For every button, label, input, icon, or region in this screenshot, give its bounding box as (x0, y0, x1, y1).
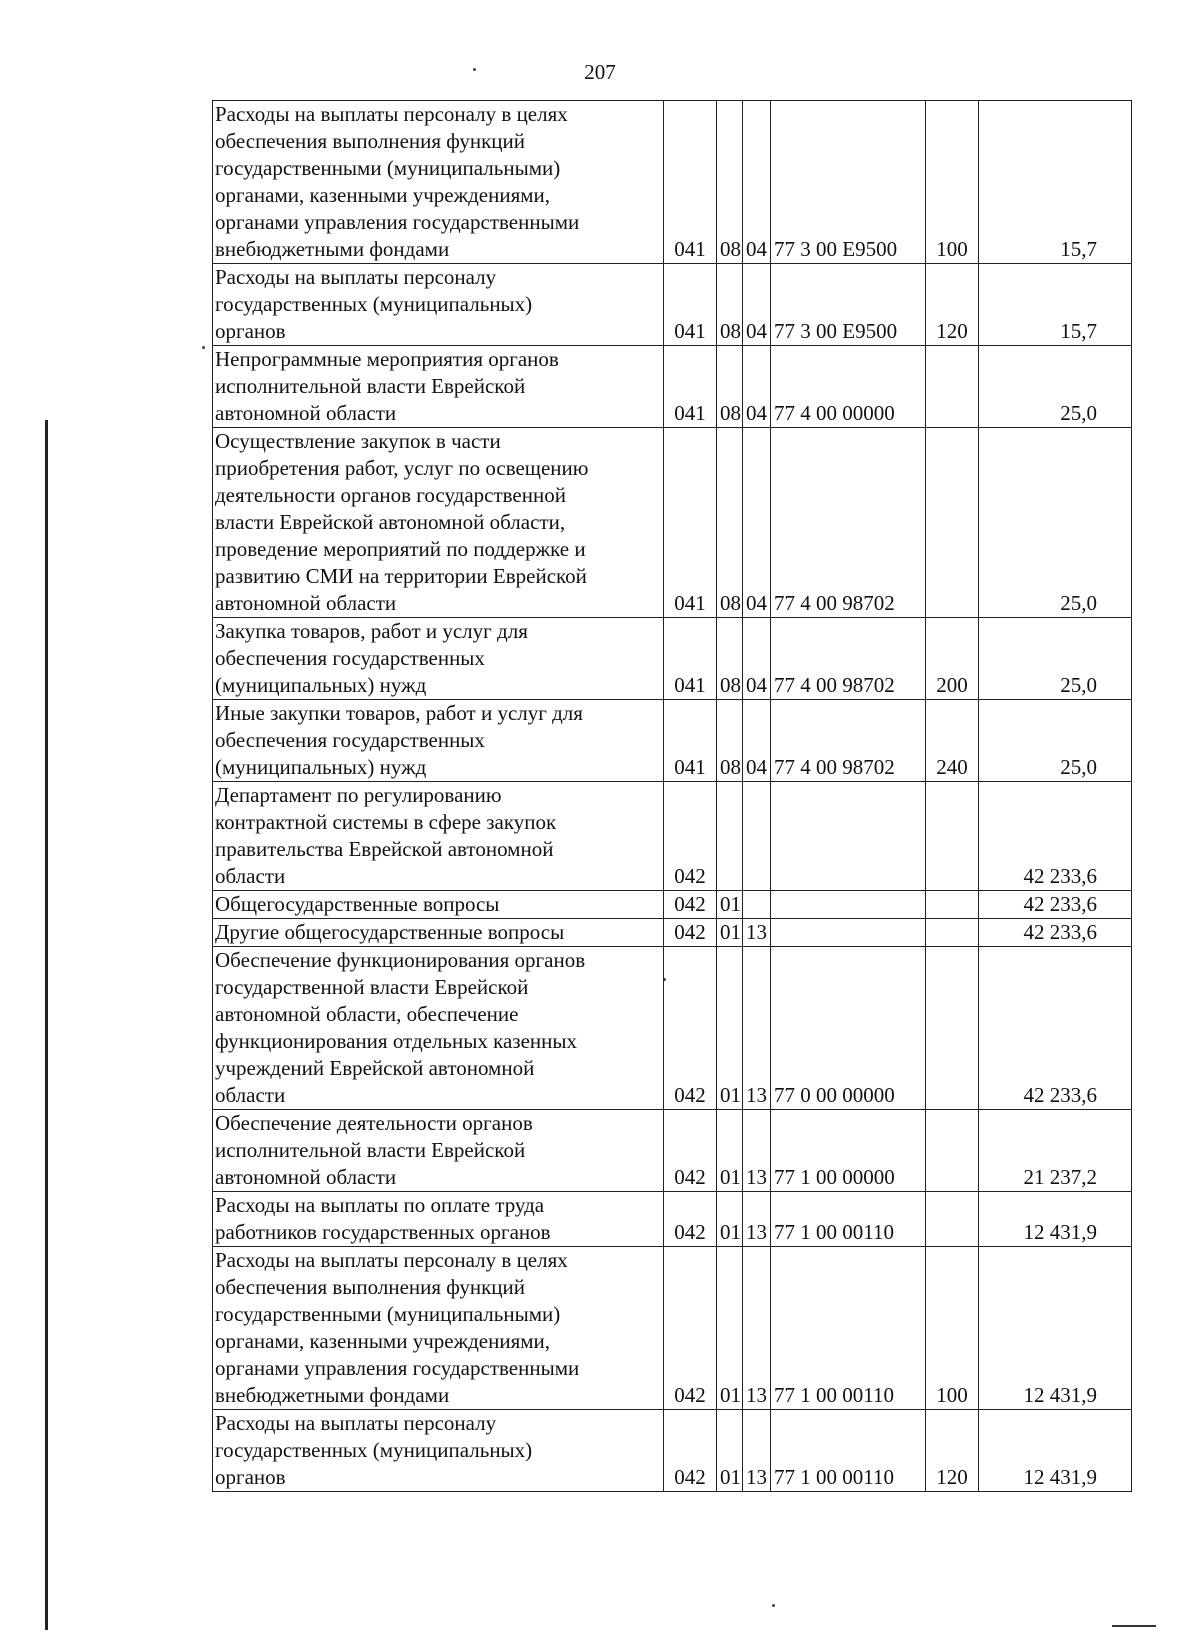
section-code-cell: 01 (717, 1410, 743, 1492)
section-code-cell: 08 (717, 428, 743, 618)
item-name-cell (213, 1247, 664, 1410)
amount-cell: 25,0 (979, 428, 1132, 618)
item-name-line: Расходы на выплаты персоналу в целях (215, 1248, 568, 1272)
target-item-cell: 77 4 00 00000 (771, 346, 926, 428)
amount-cell: 12 431,9 (979, 1192, 1132, 1247)
amount-cell: 25,0 (979, 700, 1132, 782)
item-name-cell (213, 428, 664, 618)
subsection-code-cell: 04 (743, 101, 771, 264)
item-name-cell (213, 700, 664, 782)
table-row (213, 700, 1132, 782)
expense-type-cell (926, 947, 979, 1110)
scan-speck (772, 1604, 775, 1607)
section-code-cell: 01 (717, 1192, 743, 1247)
ministry-code-cell: 042 (664, 1110, 717, 1192)
item-name-line: государственными (муниципальными) (215, 1302, 561, 1326)
section-code-cell: 08 (717, 618, 743, 700)
subsection-code-cell: 04 (743, 700, 771, 782)
item-name-line: Другие общегосударственные вопросы (215, 920, 565, 944)
item-name-line: органами, казенными учреждениями, (215, 183, 551, 207)
table-row (213, 891, 1132, 919)
budget-table (212, 100, 1132, 1492)
item-name-line: исполнительной власти Еврейской (215, 374, 526, 398)
ministry-code-cell: 042 (664, 782, 717, 891)
expense-type-cell (926, 1110, 979, 1192)
subsection-code-cell: 13 (743, 1247, 771, 1410)
subsection-code-cell: 13 (743, 1410, 771, 1492)
margin-rule (45, 420, 48, 1630)
amount-cell: 42 233,6 (979, 947, 1132, 1110)
subsection-code-cell: 04 (743, 618, 771, 700)
subsection-code-cell (743, 782, 771, 891)
target-item-cell (771, 919, 926, 947)
ministry-code-cell: 042 (664, 1192, 717, 1247)
expense-type-cell: 240 (926, 700, 979, 782)
subsection-code-cell: 13 (743, 1192, 771, 1247)
section-code-cell: 01 (717, 947, 743, 1110)
item-name-line: Иные закупки товаров, работ и услуг для (215, 701, 583, 725)
ministry-code-cell: 041 (664, 346, 717, 428)
item-name-line: Обеспечение деятельности органов (215, 1111, 533, 1135)
section-code-cell: 08 (717, 700, 743, 782)
section-code-cell: 01 (717, 1110, 743, 1192)
table-row (213, 947, 1132, 1110)
item-name-line: исполнительной власти Еврейской (215, 1138, 526, 1162)
ministry-code-cell: 042 (664, 1410, 717, 1492)
ministry-code-cell: 042 (664, 891, 717, 919)
item-name-line: правительства Еврейской автономной (215, 837, 554, 861)
item-name-line: Непрограммные мероприятия органов (215, 347, 559, 371)
ministry-code-cell: 042 (664, 947, 717, 1110)
ministry-code-cell: 041 (664, 264, 717, 346)
item-name-line: Закупка товаров, работ и услуг для (215, 619, 528, 643)
footer-dash (1112, 1625, 1156, 1627)
item-name-line: контрактной системы в сфере закупок (215, 810, 557, 834)
item-name-line: области (215, 864, 286, 888)
item-name-cell (213, 947, 664, 1110)
item-name-line: государственной власти Еврейской (215, 975, 529, 999)
item-name-line: органами управления государственными (215, 1356, 580, 1380)
expense-type-cell (926, 1192, 979, 1247)
item-name-line: государственных (муниципальных) (215, 292, 533, 316)
amount-cell: 42 233,6 (979, 891, 1132, 919)
item-name-cell (213, 101, 664, 264)
item-name-line: автономной области (215, 1165, 397, 1189)
table-row (213, 919, 1132, 947)
item-name-line: автономной области (215, 401, 397, 425)
item-name-cell (213, 919, 664, 947)
target-item-cell: 77 1 00 00110 (771, 1192, 926, 1247)
subsection-code-cell: 13 (743, 1110, 771, 1192)
amount-cell: 21 237,2 (979, 1110, 1132, 1192)
item-name-cell (213, 618, 664, 700)
item-name-line: автономной области (215, 591, 397, 615)
expense-type-cell: 100 (926, 101, 979, 264)
item-name-line: органами управления государственными (215, 210, 580, 234)
subsection-code-cell: 04 (743, 264, 771, 346)
item-name-line: области (215, 1083, 286, 1107)
item-name-cell (213, 891, 664, 919)
target-item-cell: 77 4 00 98702 (771, 428, 926, 618)
section-code-cell (717, 782, 743, 891)
expense-type-cell (926, 782, 979, 891)
item-name-line: работников государственных органов (215, 1220, 551, 1244)
table-row (213, 428, 1132, 618)
ministry-code-cell: 041 (664, 700, 717, 782)
table-row (213, 618, 1132, 700)
item-name-line: Общегосударственные вопросы (215, 892, 500, 916)
item-name-line: Обеспечение функционирования органов (215, 948, 586, 972)
item-name-line: Осуществление закупок в части (215, 429, 501, 453)
item-name-line: Расходы на выплаты персоналу в целях (215, 102, 568, 126)
item-name-line: внебюджетными фондами (215, 1383, 450, 1407)
item-name-cell (213, 264, 664, 346)
target-item-cell: 77 3 00 E9500 (771, 264, 926, 346)
item-name-cell (213, 346, 664, 428)
item-name-line: органами, казенными учреждениями, (215, 1329, 551, 1353)
table-row (213, 1410, 1132, 1492)
item-name-line: проведение мероприятий по поддержке и (215, 537, 586, 561)
subsection-code-cell (743, 891, 771, 919)
target-item-cell: 77 4 00 98702 (771, 700, 926, 782)
table-row (213, 1247, 1132, 1410)
item-name-cell (213, 1192, 664, 1247)
expense-type-cell (926, 346, 979, 428)
table-row (213, 101, 1132, 264)
item-name-line: Департамент по регулированию (215, 783, 502, 807)
scan-speck (202, 346, 205, 349)
ministry-code-cell: 042 (664, 919, 717, 947)
section-code-cell: 08 (717, 101, 743, 264)
amount-cell: 42 233,6 (979, 782, 1132, 891)
item-name-line: государственными (муниципальными) (215, 156, 561, 180)
table-row (213, 264, 1132, 346)
item-name-line: государственных (муниципальных) (215, 1438, 533, 1462)
item-name-line: приобретения работ, услуг по освещению (215, 456, 589, 480)
item-name-line: Расходы на выплаты по оплате труда (215, 1193, 545, 1217)
expense-type-cell (926, 919, 979, 947)
item-name-line: власти Еврейской автономной области, (215, 510, 566, 534)
expense-type-cell (926, 428, 979, 618)
table-row (213, 782, 1132, 891)
amount-cell: 42 233,6 (979, 919, 1132, 947)
amount-cell: 25,0 (979, 346, 1132, 428)
expense-type-cell: 120 (926, 1410, 979, 1492)
section-code-cell: 01 (717, 1247, 743, 1410)
target-item-cell (771, 782, 926, 891)
item-name-line: (муниципальных) нужд (215, 673, 427, 697)
target-item-cell: 77 0 00 00000 (771, 947, 926, 1110)
item-name-line: развитию СМИ на территории Еврейской (215, 564, 587, 588)
section-code-cell: 08 (717, 264, 743, 346)
item-name-cell (213, 1410, 664, 1492)
amount-cell: 15,7 (979, 101, 1132, 264)
expense-type-cell: 120 (926, 264, 979, 346)
subsection-code-cell: 13 (743, 919, 771, 947)
expense-type-cell (926, 891, 979, 919)
item-name-line: автономной области, обеспечение (215, 1002, 519, 1026)
item-name-line: органов (215, 1465, 286, 1489)
subsection-code-cell: 04 (743, 428, 771, 618)
item-name-line: обеспечения государственных (215, 728, 485, 752)
item-name-line: обеспечения выполнения функций (215, 1275, 526, 1299)
target-item-cell: 77 1 00 00110 (771, 1247, 926, 1410)
amount-cell: 25,0 (979, 618, 1132, 700)
table-row (213, 1110, 1132, 1192)
ministry-code-cell: 041 (664, 101, 717, 264)
page-number: 207 (584, 60, 616, 84)
target-item-cell: 77 4 00 98702 (771, 618, 926, 700)
item-name-line: функционирования отдельных казенных (215, 1029, 578, 1053)
subsection-code-cell: 04 (743, 346, 771, 428)
budget-table-body (213, 101, 1132, 1492)
ministry-code-cell: 041 (664, 428, 717, 618)
amount-cell: 12 431,9 (979, 1247, 1132, 1410)
target-item-cell: 77 1 00 00110 (771, 1410, 926, 1492)
item-name-line: обеспечения выполнения функций (215, 129, 526, 153)
expense-type-cell: 100 (926, 1247, 979, 1410)
item-name-line: обеспечения государственных (215, 646, 485, 670)
section-code-cell: 08 (717, 346, 743, 428)
item-name-cell (213, 1110, 664, 1192)
item-name-line: учреждений Еврейской автономной (215, 1056, 535, 1080)
target-item-cell (771, 891, 926, 919)
item-name-line: органов (215, 319, 286, 343)
table-row (213, 1192, 1132, 1247)
ministry-code-cell: 041 (664, 618, 717, 700)
amount-cell: 15,7 (979, 264, 1132, 346)
section-code-cell: 01 (717, 919, 743, 947)
target-item-cell: 77 1 00 00000 (771, 1110, 926, 1192)
ministry-code-cell: 042 (664, 1247, 717, 1410)
amount-cell: 12 431,9 (979, 1410, 1132, 1492)
target-item-cell: 77 3 00 E9500 (771, 101, 926, 264)
item-name-line: Расходы на выплаты персоналу (215, 1411, 497, 1435)
expense-type-cell: 200 (926, 618, 979, 700)
item-name-line: деятельности органов государственной (215, 483, 566, 507)
item-name-line: внебюджетными фондами (215, 237, 450, 261)
item-name-line: (муниципальных) нужд (215, 755, 427, 779)
subsection-code-cell: 13 (743, 947, 771, 1110)
item-name-cell (213, 782, 664, 891)
section-code-cell: 01 (717, 891, 743, 919)
table-row (213, 346, 1132, 428)
item-name-line: Расходы на выплаты персоналу (215, 265, 497, 289)
scan-speck (473, 68, 476, 71)
